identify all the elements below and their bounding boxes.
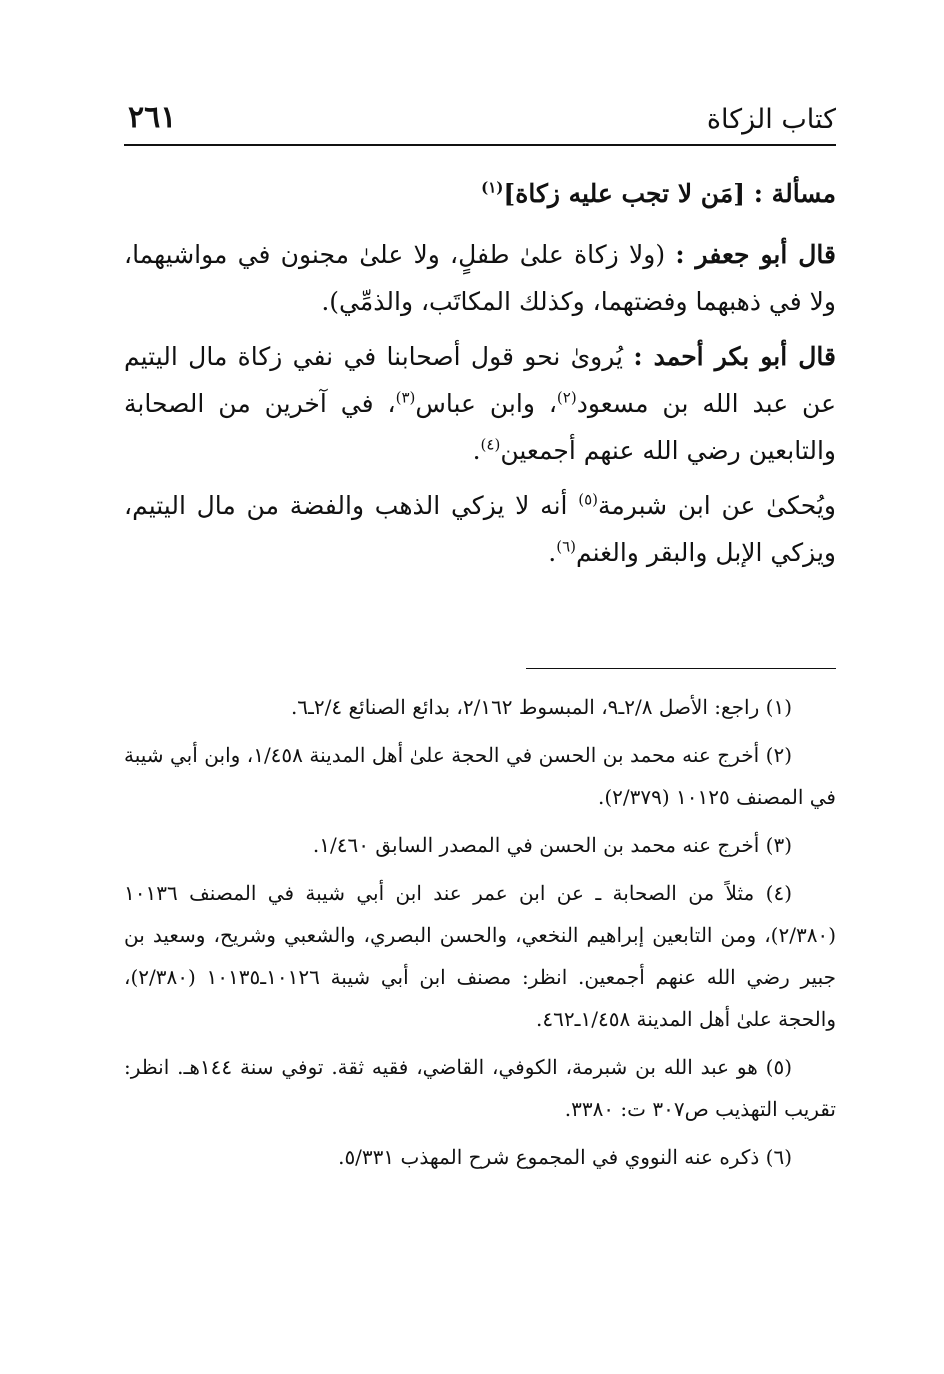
paragraph-text: ، وابن عباس [415, 389, 557, 418]
paragraph-lead: قال أبو بكر أحمد : [633, 342, 836, 371]
paragraph-text: ويُحكىٰ عن ابن شبرمة [598, 491, 836, 520]
question-text: مسألة : [مَن لا تجب عليه زكاة] [503, 179, 836, 208]
paragraph [124, 333, 836, 474]
footnote-ref: (٥) [578, 490, 598, 509]
footnote-separator [526, 668, 836, 669]
paragraph-text: (ولا زكاة علىٰ طفلٍ، ولا علىٰ مجنون في مواشيهما، ولا في ذهبهما وفضتهما، وكذلك المكاتَب، والذمِّي). [124, 240, 836, 316]
footnote: (٥) هو عبد الله بن شبرمة، الكوفي، القاضي، فقيه ثقة. توفي سنة ١٤٤هـ. انظر: تقريب التهذيب ص٣٠٧ ت: ٣٣٨٠. [124, 1055, 836, 1121]
footnote-ref: (١) [481, 178, 504, 197]
footnote: (٢) أخرج عنه محمد بن الحسن في الحجة علىٰ أهل المدينة ١/٤٥٨، وابن أبي شيبة في المصنف ١٠١٢٥ (٢/٣٧٩). [124, 743, 836, 809]
footnote: (٣) أخرج عنه محمد بن الحسن في المصدر السابق ١/٤٦٠. [312, 833, 792, 857]
page-number: ٢٦١ [128, 100, 177, 135]
footnotes [124, 686, 836, 1184]
paragraph-text: أنه لا يزكي الذهب والفضة من مال اليتيم، ويزكي الإبل والبقر والغنم [124, 491, 836, 567]
paragraph-text: . [472, 436, 481, 465]
footnote: (٤) مثلاً من الصحابة ـ عن ابن عمر عند ابن أبي شيبة في المصنف ١٠١٣٦ (٢/٣٨٠)، ومن التابعين إبراهيم النخعي، والحسن البصري، والشعبي وشريح، وسعيد بن جبير رضي الله عنهم أجمعين. انظر: مصنف ابن أبي شيبة ١٠١٢٦ـ١٠١٣٥ (٢/٣٨٠)، والحجة علىٰ أهل المدينة ١/٤٥٨ـ٤٦٢. [124, 881, 836, 1031]
chapter-title: كتاب الزكاة [706, 104, 836, 135]
footnote-ref: (٦) [556, 537, 576, 556]
paragraph-text: يُروىٰ نحو قول أصحابنا في نفي زكاة مال اليتيم عن عبد الله بن مسعود [124, 342, 836, 418]
footnote: (١) راجع: الأصل ٢/٨ـ٩، المبسوط ٢/١٦٢، بدائع الصنائع ٢/٤ـ٦. [290, 695, 792, 719]
footnote-ref: (٢) [556, 388, 577, 407]
footnote-ref: (٣) [395, 388, 416, 407]
footnote-ref: (٤) [480, 435, 501, 454]
paragraph-text: . [548, 538, 557, 567]
page-header [124, 96, 836, 146]
main-text [124, 170, 836, 584]
paragraph-text: ، في آخرين من الصحابة والتابعين رضي الله عنهم أجمعين [124, 389, 836, 465]
question-heading [124, 170, 836, 217]
paragraph-lead: قال أبو جعفر : [675, 240, 836, 269]
paragraph [124, 482, 836, 576]
paragraph [124, 231, 836, 325]
footnote: (٦) ذكره عنه النووي في المجموع شرح المهذب ٥/٣٣١. [338, 1145, 792, 1169]
